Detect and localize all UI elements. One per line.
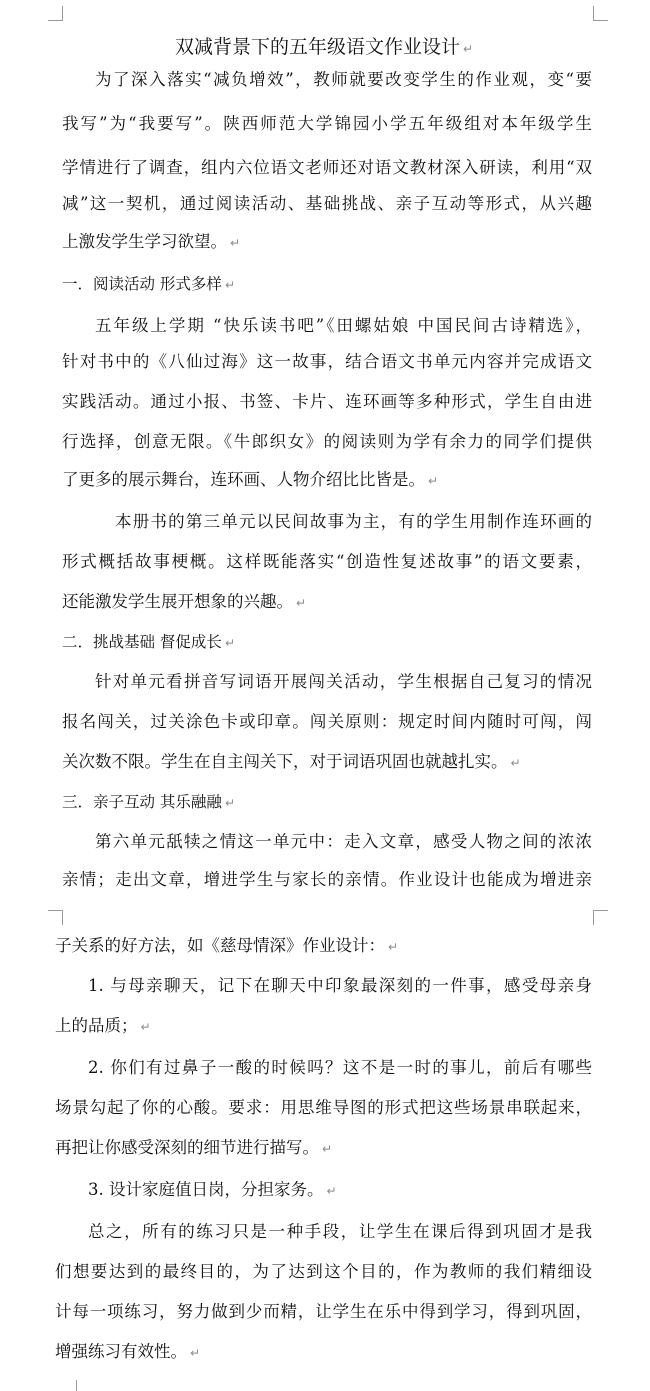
page2-continuation: 子关系的好方法，如《慈母情深》作业设计： ↵	[55, 936, 399, 955]
item2-line-1: 2. 你们有过鼻子一酸的时候吗？这不是一时的事儿，前后有哪些	[88, 1058, 592, 1077]
section1-para2-line-1: 本册书的第三单元以民间故事为主，有的学生用制作连环画的	[115, 512, 592, 531]
item1-line-2: 上的品质； ↵	[55, 1016, 151, 1035]
section1-para1-line-4: 行选择，创意无限。《牛郎织女》的阅读则为学有余力的同学们提供	[62, 432, 592, 451]
intro-line-1: 为了深入落实“减负增效”，教师就要改变学生的作业观，变“要	[95, 70, 592, 89]
section3-line-2: 亲情；走出文章，增进学生与家长的亲情。作业设计也能成为增进亲	[62, 870, 592, 889]
section2-line-2: 报名闯关，过关涂色卡或印章。闯关原则：规定时间内随时可闯，闯	[62, 712, 592, 731]
intro-line-4: 减”这一契机，通过阅读活动、基础挑战、亲子互动等形式，从兴趣	[62, 194, 592, 213]
item2-line-3: 再把让你感受深刻的细节进行描写。 ↵	[55, 1138, 333, 1157]
section2-line-1: 针对单元看拼音写词语开展闯关活动，学生根据自己复习的情况	[95, 672, 592, 691]
crop-mark-bottom-right	[593, 910, 608, 925]
section1-para1-line-3: 实践活动。通过小报、书签、卡片、连环画等多种形式，学生自由进	[62, 392, 592, 411]
crop-mark-top-right	[593, 6, 608, 21]
section1-para1-line-5: 了更多的展示舞台，连环画、人物介绍比比皆是。 ↵	[62, 470, 439, 489]
intro-line-5: 上激发学生学习欲望。 ↵	[62, 232, 241, 251]
item1-line-1: 1. 与母亲聊天，记下在聊天中印象最深刻的一件事，感受母亲身	[88, 976, 592, 995]
item3-line: 3. 设计家庭值日岗，分担家务。 ↵	[88, 1180, 337, 1199]
section3-line-1: 第六单元舐犊之情这一单元中：走入文章，感受人物之间的浓浓	[95, 832, 592, 851]
conclusion-line-3: 计每一项练习，努力做到少而精，让学生在乐中得到学习，得到巩固，	[55, 1302, 592, 1321]
conclusion-line-2: 们想要达到的最终目的，为了达到这个目的，作为教师的我们精细设	[55, 1262, 592, 1281]
crop-mark-bottom-left	[48, 910, 63, 925]
section2-heading: 二．挑战基础 督促成长 ↵	[62, 633, 235, 651]
intro-line-2: 我写”为“我要写”。陕西师范大学锦园小学五年级组对本年级学生	[62, 114, 592, 133]
section1-para2-line-2: 形式概括故事梗概。这样既能落实“创造性复述故事”的语文要素，	[62, 552, 592, 571]
conclusion-line-4: 增强练习有效性。 ↵	[55, 1342, 201, 1361]
intro-line-3: 学情进行了调查，组内六位语文老师还对语文教材深入研读，利用“双	[62, 158, 592, 177]
crop-mark-top-left	[48, 6, 63, 21]
section1-para2-line-3: 还能激发学生展开想象的兴趣。 ↵	[62, 592, 307, 611]
section1-heading: 一．阅读活动 形式多样 ↵	[62, 275, 235, 293]
section1-para1-line-2: 针对书中的《八仙过海》这一故事，结合语文书单元内容并完成语文	[62, 352, 592, 371]
document-title: 双减背景下的五年级语文作业设计 ↵	[175, 36, 474, 58]
crop-mark-page2-bottom	[76, 1380, 77, 1391]
section3-heading: 三．亲子互动 其乐融融 ↵	[62, 793, 235, 811]
section1-para1-line-1: 五年级上学期 “快乐读书吧”《田螺姑娘 中国民间古诗精选》，	[95, 316, 592, 335]
item2-line-2: 场景勾起了你的心酸。要求：用思维导图的形式把这些场景串联起来，	[55, 1098, 592, 1117]
section2-line-3: 关次数不限。学生在自主闯关下，对于词语巩固也就越扎实。 ↵	[62, 752, 521, 771]
conclusion-line-1: 总之，所有的练习只是一种手段，让学生在课后得到巩固才是我	[88, 1222, 592, 1241]
